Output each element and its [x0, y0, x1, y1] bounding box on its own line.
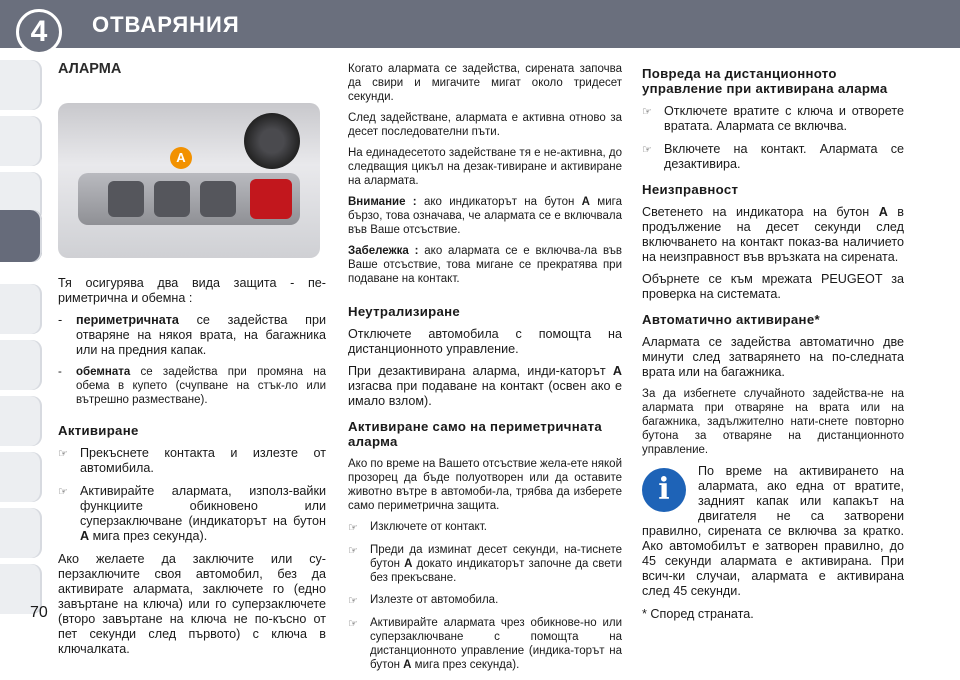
paragraph: Когато алармата се задейства, сирената започва да свири и мигачите мигат около тридесет секунди. [348, 63, 622, 103]
page-number: 70 [30, 604, 48, 621]
item-label: обемната [76, 366, 131, 378]
pointer-icon: ☞ [642, 144, 652, 156]
heading-perimetric: Активиране само на периметричната аларма [348, 419, 602, 449]
paragraph: За да избегнете случайното задейства-не на алармата при отваряне на врата или на багажника, задължително нати-снете повторно бутона за отваряне на дистанционното управление. [642, 388, 904, 456]
section-title-alarm: АЛАРМА [58, 61, 122, 77]
intro-text: Тя осигурява два вида защита - пе-риметрична и обемна : [58, 276, 326, 305]
list-item: ☞ Преди да изминат десет секунди, на-тиснете бутон A докато индикаторът започне да свети без прекъсване. [348, 544, 622, 584]
chapter-title: ОТВАРЯНИЯ [92, 12, 240, 37]
paragraph: На единадесетото задействане тя е не-активна, до следващия цикъл на дезак-тивиране и активиране на алармата. [348, 147, 622, 187]
column-middle [348, 62, 622, 680]
list-item: ☞ Прекъснете контакта и излезте от автомибила. [58, 446, 326, 475]
lock-button-icon [108, 181, 144, 217]
paragraph: Отключете автомобила с помощта на дистанционното управление. [348, 327, 622, 356]
paragraph: Ако желаете да заключите или су-перзаключите своя автомобил, без да активирате алармата, заключете го (едно завъртане на ключа) или го суперзаключете (второ завъртане на ключа не по-късно от пет секунди след първото) с ключа в ключалката. [58, 552, 326, 656]
column-right [642, 62, 904, 622]
item-text: се задейства при отваряне на някоя врата, на багажника или на предния капак. [76, 313, 326, 357]
lock-button-icon [154, 181, 190, 217]
pointer-icon: ☞ [348, 522, 358, 534]
list-item: ☞ Активирайте алармата, използ-вайки функциите обикновено или суперзаключване (индикаторът на бутон A мига през секунда). [58, 484, 326, 543]
chapter-tab[interactable] [0, 60, 42, 110]
list-item: - обемната се задейства при промяна на обема в купето (счупване на стък-ло или вътрешно разместване). [58, 366, 326, 406]
pointer-icon: ☞ [642, 106, 652, 118]
chapter-tab[interactable] [0, 452, 42, 502]
list-item: ☞ Отключете вратите с ключа и отворете вратата. Алармата се включва. [642, 104, 904, 133]
chapter-tabs [0, 60, 44, 620]
item-text: се задейства при промяна на обема в купето (счупване на стък-ло или вътрешно разместване). [76, 366, 326, 406]
paragraph: Алармата се задейства автоматично две минути след затварянето на по-следната врата или на багажника. [642, 335, 904, 379]
hazard-button-icon [250, 179, 292, 219]
footnote: * Според страната. [642, 607, 754, 621]
chapter-tab[interactable] [0, 508, 42, 558]
pointer-icon: ☞ [348, 545, 358, 557]
button-a-marker: A [170, 147, 192, 169]
item-label: периметричната [76, 313, 179, 327]
chapter-tab-active[interactable] [0, 210, 42, 262]
list-item: ☞ Включете на контакт. Алармата се дезактивира. [642, 142, 904, 171]
paragraph: Ако по време на Вашето отсъствие жела-ете някой прозорец да бъде полуотворен или да оставите животно вътре в автомоби-ла, трябва да изберете само периметрична защита. [348, 458, 622, 512]
pointer-icon: ☞ [348, 595, 358, 607]
dashboard-photo [58, 103, 320, 258]
heading-activation: Активиране [58, 423, 139, 438]
paragraph: Внимание : ако индикаторът на бутон A мига бързо, това означава, че алармата се е включвала във Ваше отсъствие. [348, 196, 622, 236]
heading-auto-activation: Автоматично активиране* [642, 312, 820, 327]
paragraph: При дезактивирана аларма, инди-каторът A изгасва при подаване на контакт (освен ако е имало взлом). [348, 364, 622, 408]
chapter-tab[interactable] [0, 396, 42, 446]
info-text: По време на активирането на алармата, ако една от вратите, задният капак или капакът на двигателя не са затворени правилно, сирената се включва за кратко. Ако автомобилът е затворен правилно, до 45 секунди алармата е активирана. При всич-ки случаи, алармата е активирана след 45 секунди. [642, 464, 904, 598]
pointer-icon: ☞ [348, 618, 358, 630]
list-item: ☞ Изключете от контакт. [348, 521, 487, 534]
list-item: ☞ Излезте от автомобила. [348, 594, 499, 607]
info-box [642, 464, 904, 599]
paragraph: Светенето на индикатора на бутон A в продължение на десет секунди след включването на контакт показ-ва наличието на неизправност във връзката на сирената. [642, 205, 904, 264]
paragraph: Забележка : ако алармата се е включва-ла във Ваше отсъствие, това мигане се прекратява при подаване на контакт. [348, 245, 623, 285]
heading-neutralize: Неутрализиране [348, 304, 461, 319]
chapter-tab[interactable] [0, 284, 42, 334]
info-icon: i [642, 468, 686, 512]
chapter-tab[interactable] [0, 116, 42, 166]
list-item: ☞ Активирайте алармата чрез обикнове-но или суперзаключване с помощта на дистанционното управление (индика-торът на бутон A мига през секунда). [348, 617, 622, 671]
paragraph: Обърнете се към мрежата PEUGEOT за проверка на системата. [642, 272, 904, 301]
pointer-icon: ☞ [58, 486, 68, 498]
paragraph: След задействане, алармата е активна отново за десет последователни пъти. [348, 112, 622, 138]
list-item: - периметричната се задейства при отваряне на някоя врата, на багажника или на предния капак. [58, 313, 326, 357]
chapter-number-badge: 4 [16, 9, 62, 55]
column-left [58, 62, 326, 664]
fan-dial-icon [244, 113, 300, 169]
heading-remote-fault: Повреда на дистанционното управление при активирана аларма [642, 66, 888, 96]
button-strip [78, 173, 300, 225]
pointer-icon: ☞ [58, 448, 68, 460]
alarm-off-button-icon [200, 181, 236, 217]
chapter-tab[interactable] [0, 340, 42, 390]
heading-fault: Неизправност [642, 182, 739, 197]
